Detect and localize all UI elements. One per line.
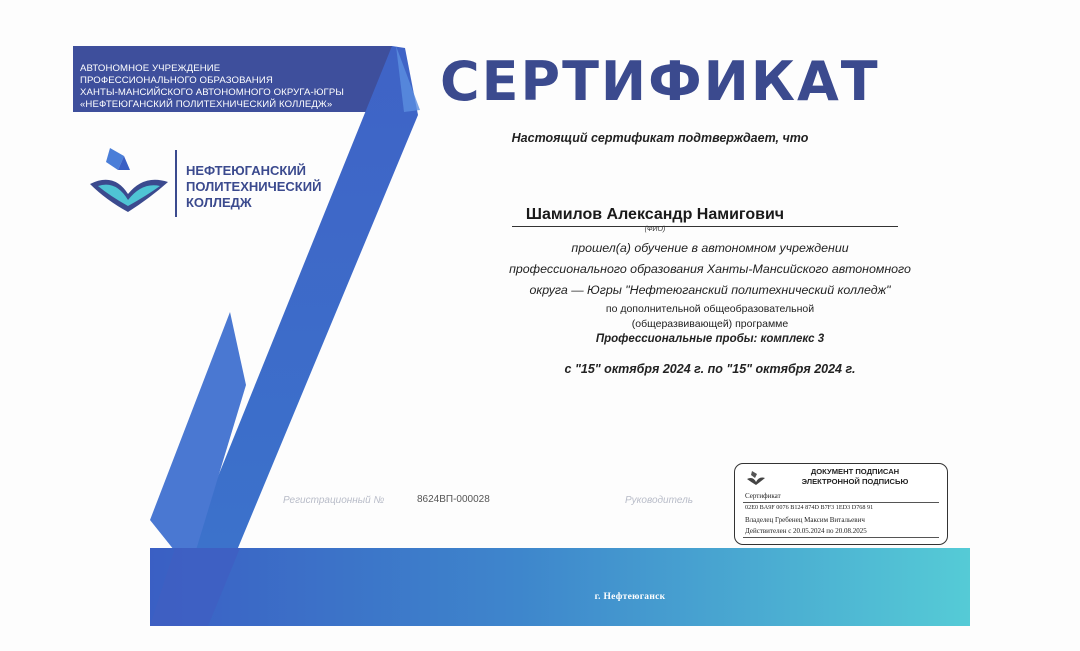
esign-divider — [743, 502, 939, 503]
registration-number: 8624ВП-000028 — [417, 494, 490, 505]
header-line: ХАНТЫ-МАНСИЙСКОГО АВТОНОМНОГО ОКРУГА-ЮГРЫ — [80, 87, 344, 98]
logo-divider — [175, 150, 177, 217]
city-label: г. Нефтеюганск — [594, 592, 666, 602]
program-intro-line: по дополнительной общеобразовательной — [605, 303, 815, 315]
director-label: Руководитель — [625, 495, 694, 506]
header-line: ПРОФЕССИОНАЛЬНОГО ОБРАЗОВАНИЯ — [80, 75, 273, 86]
esign-divider — [743, 537, 939, 538]
header-line: «НЕФТЕЮГАНСКИЙ ПОЛИТЕХНИЧЕСКИЙ КОЛЛЕДЖ» — [80, 99, 333, 110]
body-text-line: округа — Югры "Нефтеюганский политехнический колледж" — [529, 283, 891, 297]
logo-text-line: НЕФТЕЮГАНСКИЙ — [186, 163, 307, 178]
header-line: АВТОНОМНОЕ УЧРЕЖДЕНИЕ — [80, 63, 221, 74]
bottom-band — [150, 548, 970, 626]
esign-title: ЭЛЕКТРОННОЙ ПОДПИСЬЮ — [801, 477, 909, 486]
esign-owner: Владелец Гребенец Максим Витальевич — [745, 516, 865, 524]
registration-label: Регистрационный № — [283, 495, 385, 506]
program-intro-line: (общеразвивающей) программе — [631, 318, 789, 330]
esign-title: ДОКУМЕНТ ПОДПИСАН — [810, 467, 900, 476]
body-text-line: прошел(а) обучение в автономном учреждении — [571, 241, 849, 255]
esign-cert-number: 02E0 BA9F 0076 B124 874D B7F3 1ED3 D768 91 — [745, 504, 874, 511]
name-caption: (ФИО) — [644, 226, 666, 233]
esign-cert-label: Сертификат — [745, 492, 781, 500]
logo-text-line: ПОЛИТЕХНИЧЕСКИЙ — [186, 179, 322, 194]
body-text-line: профессионального образования Ханты-Мансийского автономного — [509, 262, 911, 276]
college-logo-icon — [88, 146, 170, 218]
certificate-title: СЕРТИФИКАТ — [440, 50, 880, 113]
recipient-name: Шамилов Александр Намигович — [525, 206, 785, 223]
course-dates: с "15" октября 2024 г. по "15" октября 2024 г. — [564, 362, 856, 376]
signature-logo-icon — [747, 470, 765, 486]
certificate-subtitle: Настоящий сертификат подтверждает, что — [511, 131, 809, 145]
program-name: Профессиональные пробы: комплекс 3 — [595, 333, 825, 345]
esign-validity: Действителен с 20.05.2024 по 20.08.2025 — [745, 527, 867, 535]
logo-text-line: КОЛЛЕДЖ — [186, 195, 252, 210]
electronic-signature-stamp — [734, 463, 948, 545]
